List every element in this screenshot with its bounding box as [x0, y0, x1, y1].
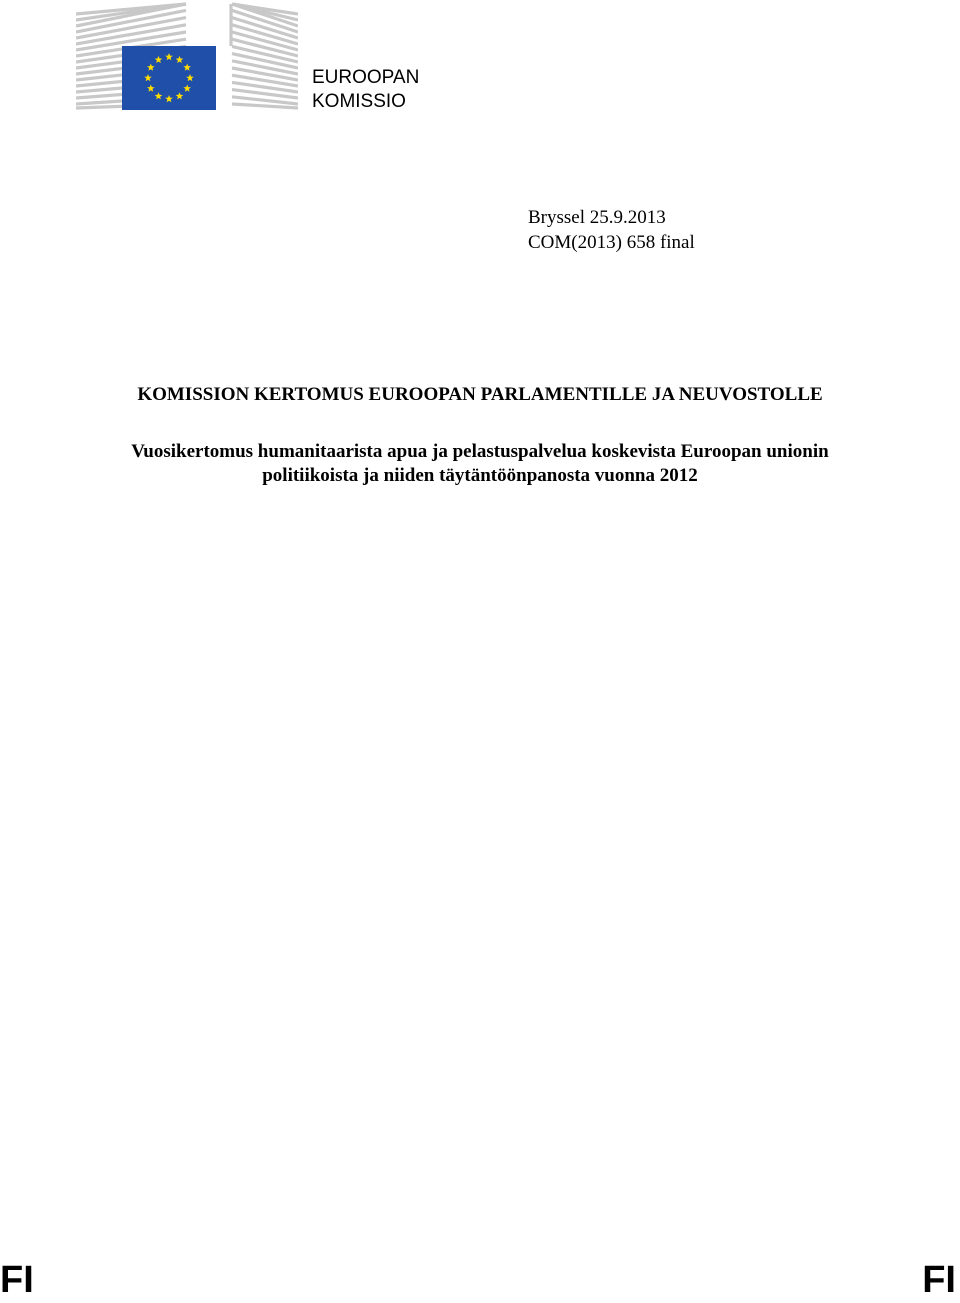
document-subtitle — [60, 440, 900, 488]
language-code-left: FI — [0, 1259, 34, 1301]
organization-name-line1: EUROOPAN — [312, 67, 420, 88]
organization-name — [312, 66, 419, 114]
document-subtitle-line1: Vuosikertomus humanitaarista apua ja pelastuspalvelua koskevista Euroopan unionin — [131, 441, 829, 462]
organization-name-line2: KOMISSIO — [312, 91, 406, 112]
european-commission-logo-icon — [76, 2, 298, 112]
document-reference: COM(2013) 658 final — [528, 232, 695, 253]
document-subtitle-line2: politiikoista ja niiden täytäntöönpanosta vuonna 2012 — [262, 465, 698, 486]
document-meta — [528, 205, 695, 255]
document-title: KOMISSION KERTOMUS EUROOPAN PARLAMENTILLE JA NEUVOSTOLLE — [137, 384, 823, 405]
place-date: Bryssel 25.9.2013 — [528, 207, 666, 228]
language-code-right: FI — [922, 1259, 956, 1301]
